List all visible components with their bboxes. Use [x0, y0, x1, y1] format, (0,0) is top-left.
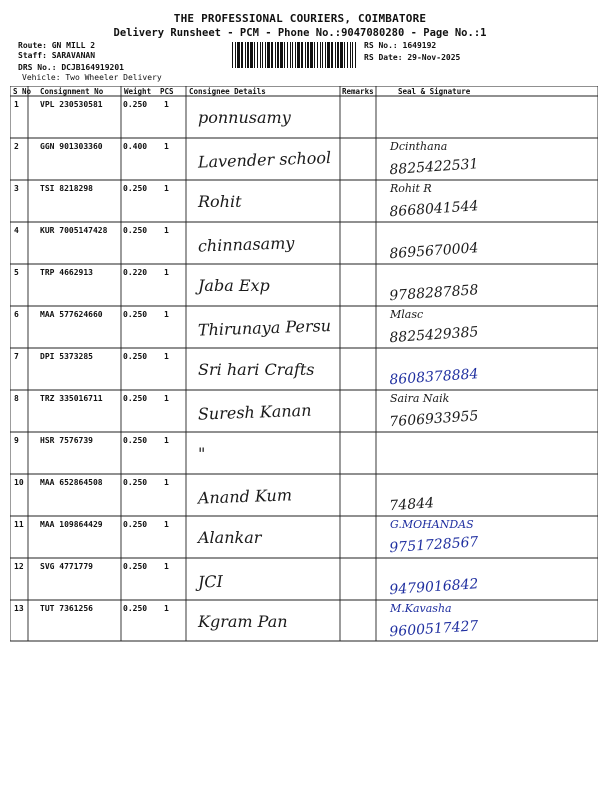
row-sno: 4	[14, 226, 19, 235]
row-pcs: 1	[164, 478, 169, 487]
row-sno: 8	[14, 394, 19, 403]
row-pcs: 1	[164, 394, 169, 403]
row-sno: 7	[14, 352, 19, 361]
row-pcs: 1	[164, 268, 169, 277]
row-consignee-handwritten: Alankar	[198, 528, 262, 547]
table-row	[0, 264, 600, 306]
row-pcs: 1	[164, 142, 169, 151]
row-seal-phone: 8825429385	[388, 324, 479, 347]
row-pcs: 1	[164, 436, 169, 445]
row-seal-phone: 8668041544	[388, 198, 479, 221]
row-pcs: 1	[164, 226, 169, 235]
row-weight: 0.250	[123, 604, 148, 613]
row-sno: 3	[14, 184, 19, 193]
row-seal-phone: 8608378884	[388, 366, 479, 389]
row-seal-phone: 9479016842	[388, 576, 479, 599]
row-consignment-no: MAA 109864429	[40, 520, 103, 529]
row-sno: 13	[14, 604, 24, 613]
col-consignee: Consignee Details	[189, 87, 266, 96]
row-seal-phone: 8825422531	[388, 156, 479, 179]
row-seal-phone: 9788287858	[388, 282, 479, 305]
row-weight: 0.250	[123, 394, 148, 403]
row-consignee-handwritten: Jaba Exp	[198, 276, 270, 295]
row-seal-phone: 74844	[388, 495, 435, 515]
row-consignee-handwritten: ponnusamy	[198, 108, 291, 127]
row-sno: 2	[14, 142, 19, 151]
col-weight: Weight	[124, 87, 152, 96]
rs-date: RS Date: 29-Nov-2025	[364, 53, 461, 62]
row-seal-phone: 8695670004	[388, 240, 479, 263]
row-weight: 0.250	[123, 352, 148, 361]
row-seal-phone: 9751728567	[388, 534, 479, 557]
vehicle-label: Vehicle: Two Wheeler Delivery	[22, 73, 162, 82]
row-consignee-handwritten: JCI	[197, 571, 224, 592]
row-consignee-handwritten: Thirunaya Persu	[197, 315, 332, 340]
row-pcs: 1	[164, 520, 169, 529]
row-seal-signature: Dcinthana	[390, 140, 448, 153]
row-consignment-no: KUR 7005147428	[40, 226, 108, 235]
row-weight: 0.250	[123, 520, 148, 529]
rs-number: RS No.: 1649192	[364, 41, 437, 50]
row-sno: 12	[14, 562, 24, 571]
row-weight: 0.400	[123, 142, 148, 151]
table-row	[0, 474, 600, 516]
table-row	[0, 390, 600, 432]
row-seal-phone: 7606933955	[388, 408, 479, 431]
row-consignee-handwritten: Sri hari Crafts	[198, 360, 315, 379]
row-sno: 9	[14, 436, 19, 445]
row-sno: 5	[14, 268, 19, 277]
row-consignee-handwritten: "	[198, 444, 206, 463]
row-sno: 11	[14, 520, 24, 529]
table-row	[0, 558, 600, 600]
table-row	[0, 222, 600, 264]
table-row	[0, 600, 600, 642]
row-consignment-no: VPL 230530581	[40, 100, 103, 109]
col-sno: S No	[13, 87, 32, 96]
row-pcs: 1	[164, 100, 169, 109]
row-seal-signature: Rohit R	[390, 182, 432, 195]
row-sno: 10	[14, 478, 24, 487]
row-seal-signature: Saira Naik	[390, 392, 450, 405]
col-seal: Seal & Signature	[398, 87, 471, 96]
route-label: Route: GN MILL 2	[18, 41, 96, 50]
row-consignment-no: TUT 7361256	[40, 604, 93, 613]
row-seal-signature: M.Kavasha	[390, 602, 452, 615]
col-consignment: Consignment No	[40, 87, 104, 96]
row-weight: 0.250	[123, 310, 148, 319]
row-consignment-no: MAA 577624660	[40, 310, 103, 319]
row-pcs: 1	[164, 310, 169, 319]
row-weight: 0.250	[123, 100, 148, 109]
table-row	[0, 96, 600, 138]
row-sno: 6	[14, 310, 19, 319]
row-weight: 0.250	[123, 478, 148, 487]
row-consignment-no: DPI 5373285	[40, 352, 93, 361]
row-pcs: 1	[164, 352, 169, 361]
row-weight: 0.220	[123, 268, 148, 277]
table-row	[0, 180, 600, 222]
row-pcs: 1	[164, 562, 169, 571]
row-consignment-no: TRZ 335016711	[40, 394, 103, 403]
row-pcs: 1	[164, 184, 169, 193]
row-consignee-handwritten: Rohit	[198, 192, 242, 211]
row-consignee-handwritten: chinnasamy	[197, 233, 295, 256]
col-pcs: PCS	[160, 87, 174, 96]
table-row	[0, 348, 600, 390]
col-remarks: Remarks	[342, 87, 374, 96]
row-pcs: 1	[164, 604, 169, 613]
table-row	[0, 432, 600, 474]
table-row	[0, 138, 600, 180]
row-consignment-no: SVG 4771779	[40, 562, 93, 571]
row-consignee-handwritten: Lavender school	[197, 147, 332, 172]
row-consignment-no: TSI 8218298	[40, 184, 93, 193]
table-row	[0, 516, 600, 558]
row-consignment-no: HSR 7576739	[40, 436, 93, 445]
table-row	[0, 306, 600, 348]
row-consignee-handwritten: Suresh Kanan	[197, 400, 312, 424]
row-consignment-no: GGN 901303360	[40, 142, 103, 151]
barcode-icon	[232, 42, 358, 68]
drs-number: DRS No.: DCJB164919201	[18, 63, 124, 72]
row-sno: 1	[14, 100, 19, 109]
row-weight: 0.250	[123, 436, 148, 445]
runsheet-title: THE PROFESSIONAL COURIERS, COIMBATORE	[173, 12, 427, 25]
staff-label: Staff: SARAVANAN	[18, 51, 96, 60]
row-weight: 0.250	[123, 562, 148, 571]
row-seal-phone: 9600517427	[388, 618, 479, 641]
runsheet-subtitle: Delivery Runsheet - PCM - Phone No.:9047080280 - Page No.:1	[113, 27, 487, 39]
row-seal-signature: G.MOHANDAS	[390, 518, 474, 531]
row-seal-signature: Mlasc	[390, 308, 424, 321]
row-weight: 0.250	[123, 226, 148, 235]
row-consignment-no: TRP 4662913	[40, 268, 93, 277]
row-consignment-no: MAA 652864508	[40, 478, 103, 487]
row-consignee-handwritten: Anand Kum	[197, 485, 293, 508]
row-consignee-handwritten: Kgram Pan	[198, 612, 288, 631]
row-weight: 0.250	[123, 184, 148, 193]
